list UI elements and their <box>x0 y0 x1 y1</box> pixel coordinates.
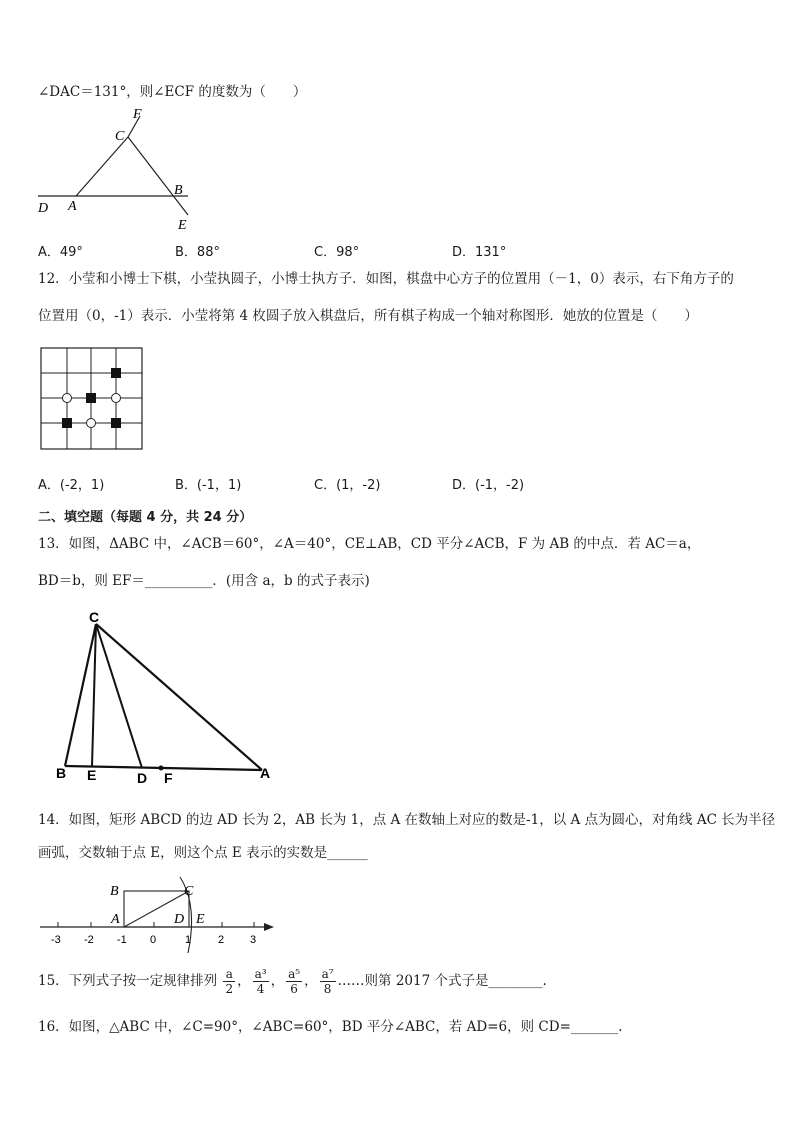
q15-fraction: $\frac{\text{a⁷}}{8}$ <box>321 967 334 996</box>
label-D: D <box>38 201 49 216</box>
circle-piece <box>112 394 121 403</box>
q11-option-a[interactable]: A．49° <box>38 245 83 260</box>
circle-piece <box>63 394 72 403</box>
q15-fraction: $\frac{\text{a³}}{4}$ <box>254 967 267 996</box>
q12-option-a[interactable]: A．(-2，1) <box>38 478 105 493</box>
label-B: B <box>56 765 67 781</box>
label-C: C <box>115 129 125 144</box>
label-D: D <box>174 912 185 927</box>
label-F: F <box>164 770 173 786</box>
label-E: E <box>196 912 205 927</box>
q12-line2: 位置用（0，-1）表示．小莹将第 4 枚圆子放入棋盘后，所有棋子构成一个轴对称图形．她放的位置是（ ） <box>38 308 698 324</box>
q14-number-line-figure <box>38 875 288 965</box>
tick-label: 0 <box>150 934 157 946</box>
q12-option-b[interactable]: B．(-1，1) <box>175 478 242 493</box>
q14-line1: 14．如图，矩形 ABCD 的边 AD 长为 2，AB 长为 1，点 A 在数轴上对应的数是-1，以 A 点为圆心，对角线 AC 长为半径 <box>38 812 776 828</box>
q12-chessboard-figure <box>40 347 144 451</box>
q16-text: 16．如图，△ABC 中，∠C=90°，∠ABC=60°，BD 平分∠ABC，若 AD=6，则 CD=_______. <box>38 1019 623 1035</box>
q12-option-d[interactable]: D．(-1，-2) <box>452 478 525 493</box>
q15-prefix: 15．下列式子按一定规律排列 <box>38 973 218 989</box>
q12-line1: 12．小莹和小博士下棋，小莹执圆子，小博士执方子．如图，棋盘中心方子的位置用（－1，0）表示，右下角方子的 <box>38 271 734 287</box>
q15-fraction: $\frac{a}{2}$ <box>225 967 234 996</box>
label-E: E <box>87 767 97 783</box>
label-A: A <box>111 912 120 927</box>
tick-label: -3 <box>51 934 61 946</box>
label-F: F <box>133 107 142 122</box>
q13-line1: 13．如图，ΔABC 中，∠ACB＝60°，∠A＝40°，CE⊥AB，CD 平分∠ACB，F 为 AB 的中点．若 AC＝a， <box>38 536 701 552</box>
q12-option-c[interactable]: C．(1，-2) <box>314 478 381 493</box>
q15-fraction: $\frac{\text{a⁵}}{6}$ <box>288 967 301 996</box>
label-B: B <box>110 884 119 899</box>
circle-piece <box>87 419 96 428</box>
label-C: C <box>184 884 194 899</box>
q11-stem: ∠DAC＝131°，则∠ECF 的度数为（ ） <box>38 84 307 100</box>
square-piece <box>62 418 72 428</box>
label-B: B <box>174 183 183 198</box>
label-A: A <box>68 199 77 214</box>
tick-label: -2 <box>84 934 94 946</box>
tick-label: 1 <box>185 934 192 946</box>
q11-option-c[interactable]: C．98° <box>314 245 360 260</box>
label-C: C <box>89 609 100 625</box>
square-piece <box>111 368 121 378</box>
tick-label: -1 <box>117 934 127 946</box>
square-piece-center <box>86 393 96 403</box>
section-title: 二、填空题（每题 4 分，共 24 分） <box>38 510 253 525</box>
q13-line2: BD＝b，则 EF＝__________．(用含 a，b 的式子表示) <box>38 573 370 589</box>
label-D: D <box>137 770 148 786</box>
q15-suffix: ……则第 2017 个式子是________. <box>337 973 547 989</box>
q13-triangle-figure <box>52 608 292 788</box>
label-E: E <box>178 218 187 233</box>
q11-option-d[interactable]: D．131° <box>452 245 507 260</box>
q15-line: 15．下列式子按一定规律排列 $\frac{a}{2}$ ， $\frac{\text{a³}}{4}$ ， $\frac{\text{a⁵}}{6}$ ， $\frac{\text{a⁷}}{8}$ ……则第 2017 个式子是________. <box>38 967 547 996</box>
q11-triangle-figure <box>30 104 230 234</box>
square-piece-bottom-right <box>111 418 121 428</box>
q11-option-b[interactable]: B．88° <box>175 245 220 260</box>
q14-line2: 画弧，交数轴于点 E，则这个点 E 表示的实数是______ <box>38 845 368 861</box>
tick-label: 2 <box>218 934 225 946</box>
tick-label: 3 <box>250 934 257 946</box>
label-A: A <box>260 765 271 781</box>
